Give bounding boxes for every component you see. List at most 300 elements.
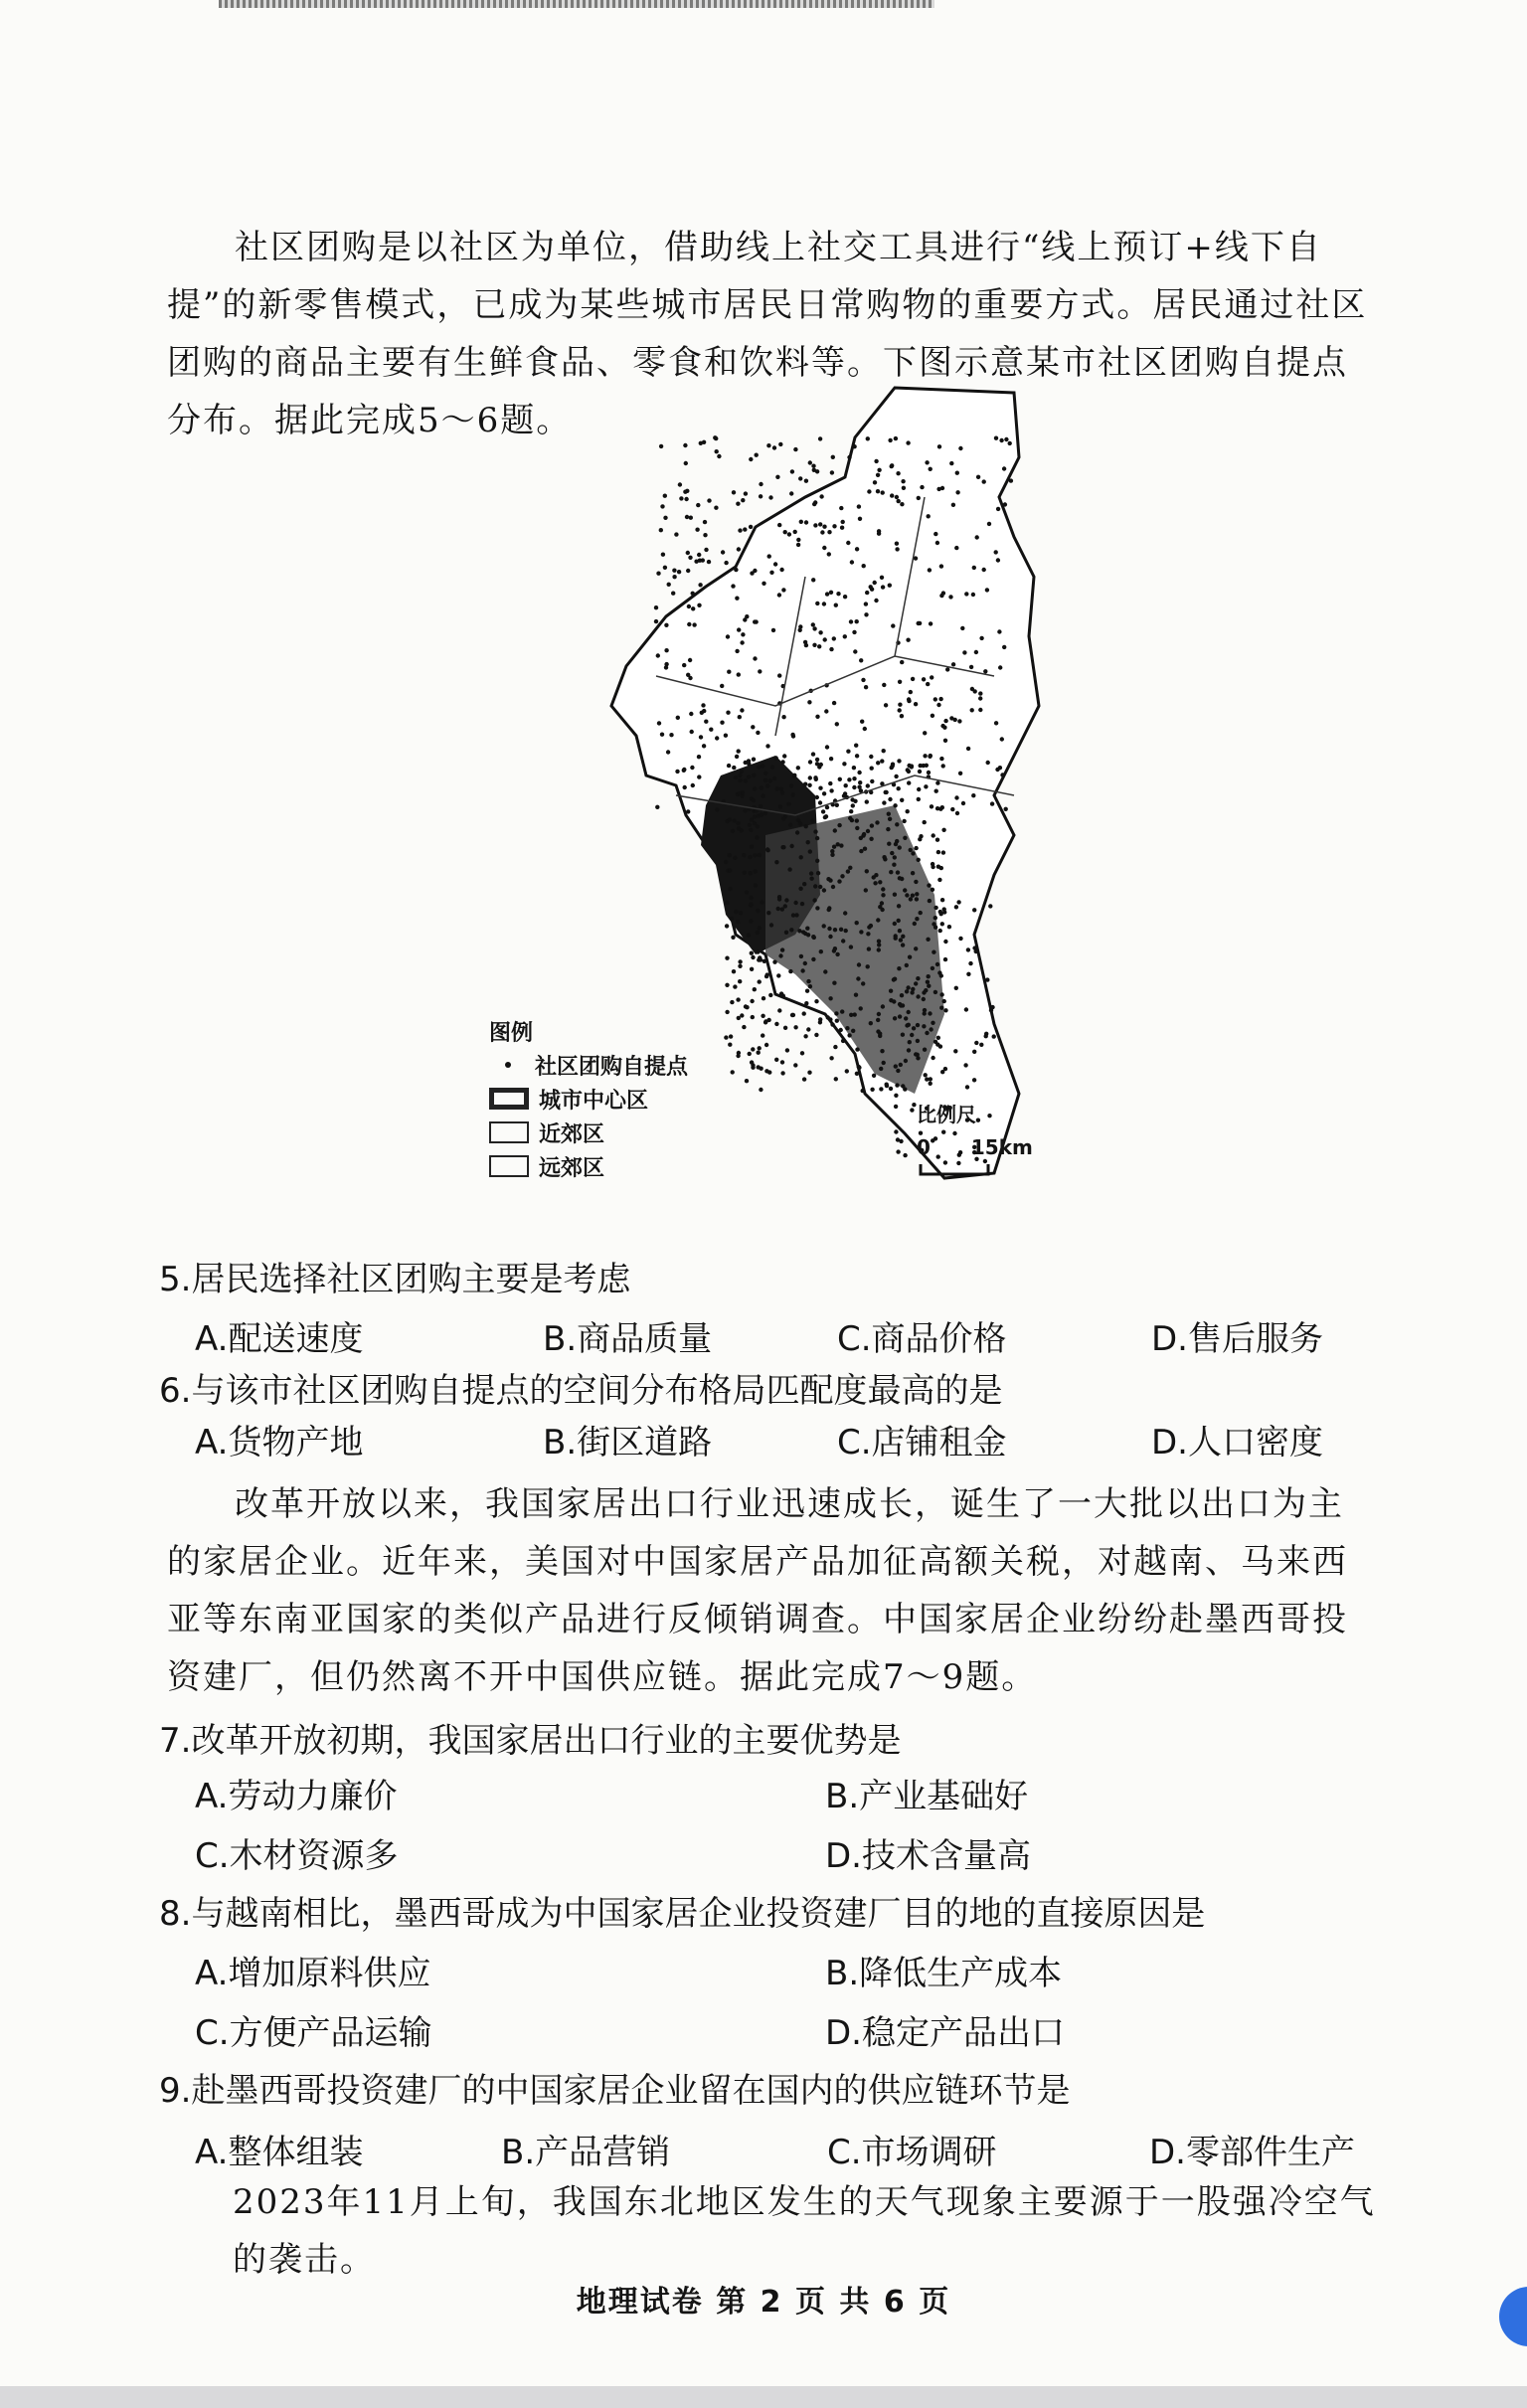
pickup-point <box>825 745 829 749</box>
pickup-point <box>910 1108 914 1112</box>
pickup-point <box>837 879 841 883</box>
pickup-point <box>960 626 964 630</box>
pickup-point <box>927 771 931 774</box>
pickup-point <box>814 999 818 1003</box>
pickup-point <box>779 568 783 572</box>
pickup-point <box>898 876 902 880</box>
pickup-point <box>896 870 900 874</box>
pickup-point <box>1002 466 1006 470</box>
pickup-point <box>769 571 773 575</box>
pickup-point <box>894 1094 898 1098</box>
pickup-point <box>933 532 937 536</box>
pickup-point <box>855 921 859 925</box>
pickup-point <box>753 619 757 623</box>
pickup-point <box>863 847 867 851</box>
pickup-point <box>915 897 919 901</box>
pickup-point <box>839 928 843 932</box>
pickup-point <box>750 845 754 849</box>
pickup-point <box>1008 441 1012 445</box>
pickup-point <box>753 786 757 790</box>
question-5: 5.居民选择社区团购主要是考虑 <box>159 1260 631 1299</box>
q5-option-a: A.配送速度 <box>195 1319 364 1359</box>
question-8: 8.与越南相比，墨西哥成为中国家居企业投资建厂目的地的直接原因是 <box>159 1894 1206 1934</box>
pickup-point <box>780 1071 784 1075</box>
q7-option-d: D.技术含量高 <box>825 1836 1031 1876</box>
pickup-point <box>882 800 886 804</box>
pickup-point <box>753 987 757 991</box>
pickup-point <box>750 967 754 971</box>
pickup-point <box>928 568 932 572</box>
pickup-point <box>751 955 755 959</box>
pickup-point <box>859 849 863 853</box>
pickup-point <box>695 528 699 532</box>
pickup-point <box>947 925 951 929</box>
pickup-point <box>923 1011 927 1015</box>
pickup-point <box>731 1070 735 1074</box>
pickup-point <box>778 953 782 957</box>
pickup-point <box>968 961 972 965</box>
pickup-point <box>736 1054 740 1058</box>
pickup-point <box>847 455 851 459</box>
pickup-point <box>965 1085 969 1089</box>
pickup-point <box>654 619 658 623</box>
pickup-point <box>898 845 902 849</box>
pickup-point <box>678 482 682 486</box>
pickup-point <box>855 547 859 551</box>
legend-title: 图例 <box>489 1020 534 1046</box>
pickup-point <box>796 766 800 770</box>
pickup-point <box>917 797 921 801</box>
pickup-point <box>715 449 719 453</box>
q9-option-d: D.零部件生产 <box>1149 2133 1355 2172</box>
pickup-point <box>748 823 752 827</box>
pickup-point <box>842 793 846 797</box>
pickup-point <box>898 1014 902 1018</box>
pickup-point <box>833 1045 837 1049</box>
pickup-point <box>942 726 946 730</box>
pickup-point <box>715 807 719 811</box>
legend-swatch <box>489 1121 529 1143</box>
pickup-point <box>805 927 809 931</box>
pickup-point <box>891 763 895 767</box>
pickup-point <box>911 677 915 681</box>
pickup-point <box>780 760 784 764</box>
pickup-point <box>796 543 800 547</box>
pickup-point <box>869 585 873 589</box>
pickup-point <box>815 602 819 605</box>
pickup-point <box>793 447 797 451</box>
pickup-point <box>802 1011 806 1015</box>
pickup-point <box>894 937 898 941</box>
pickup-point <box>689 712 693 716</box>
pickup-point <box>894 1064 898 1068</box>
pickup-point <box>660 733 664 737</box>
bottom-bar <box>0 2386 1527 2408</box>
pickup-point <box>957 719 961 723</box>
pickup-point <box>971 593 975 597</box>
pickup-point <box>928 899 932 903</box>
pickup-point <box>803 1034 807 1038</box>
pickup-point <box>704 548 708 552</box>
pickup-point <box>994 550 998 554</box>
pickup-point <box>943 940 947 944</box>
pickup-point <box>939 992 943 996</box>
pickup-point <box>834 603 838 607</box>
pickup-point <box>738 791 742 795</box>
pickup-point <box>925 764 929 768</box>
pickup-point <box>663 516 667 520</box>
pickup-point <box>907 1010 911 1014</box>
pickup-point <box>697 774 701 778</box>
pickup-point <box>843 634 847 638</box>
pickup-point <box>758 1046 762 1050</box>
pickup-point <box>940 486 944 490</box>
pickup-point <box>774 1022 778 1026</box>
pickup-point <box>925 1031 929 1035</box>
pickup-point <box>781 845 785 849</box>
pickup-point <box>881 490 885 494</box>
pickup-point <box>931 1021 934 1025</box>
pickup-point <box>774 756 778 760</box>
pickup-point <box>751 1047 755 1051</box>
pickup-point <box>846 750 850 754</box>
pickup-point <box>725 924 729 928</box>
pickup-point <box>781 715 785 719</box>
pickup-point <box>933 916 937 920</box>
pickup-point <box>896 1149 900 1153</box>
pickup-point <box>729 1034 733 1038</box>
pickup-point <box>685 515 689 519</box>
pickup-point <box>753 656 757 660</box>
pickup-point <box>756 731 760 735</box>
pickup-point <box>854 993 858 997</box>
pickup-point <box>764 811 767 815</box>
q7-option-c: C.木材资源多 <box>195 1836 399 1876</box>
pickup-point <box>841 939 845 943</box>
pickup-point <box>839 1028 843 1032</box>
pickup-point <box>937 878 941 882</box>
pickup-point <box>691 592 695 596</box>
pickup-point <box>759 957 763 961</box>
pickup-point <box>827 908 831 912</box>
pickup-point <box>905 893 909 897</box>
map-scale <box>917 1099 1033 1183</box>
q9-option-a: A.整体组装 <box>195 2133 364 2172</box>
q7-option-b: B.产业基础好 <box>825 1777 1029 1816</box>
pickup-point <box>764 1043 768 1047</box>
pickup-point <box>900 502 904 506</box>
pickup-point <box>931 862 934 866</box>
pickup-point <box>701 558 705 562</box>
pickup-point <box>897 966 901 970</box>
pickup-point <box>756 824 760 828</box>
pickup-point <box>738 528 742 532</box>
pickup-point <box>798 821 802 825</box>
pickup-point <box>901 935 905 939</box>
pickup-point <box>759 1088 763 1092</box>
pickup-point <box>964 1007 968 1011</box>
pickup-point <box>829 647 833 651</box>
pickup-point <box>929 1077 933 1081</box>
pickup-point <box>738 959 742 963</box>
pickup-point <box>978 696 982 700</box>
pickup-point <box>880 1049 884 1053</box>
pickup-point <box>874 599 878 602</box>
pickup-point <box>1004 437 1008 441</box>
pickup-point <box>808 460 812 464</box>
pickup-point <box>772 445 776 449</box>
pickup-point <box>855 818 859 822</box>
pickup-point <box>939 594 943 598</box>
pickup-point <box>844 783 848 787</box>
pickup-point <box>815 859 819 863</box>
pickup-point <box>929 621 933 625</box>
pickup-point <box>828 935 832 939</box>
pickup-point <box>822 791 826 795</box>
pickup-point <box>932 950 935 954</box>
pickup-point <box>943 1008 947 1012</box>
pickup-point <box>880 908 884 912</box>
pickup-point <box>697 755 701 759</box>
pickup-point <box>806 1027 810 1031</box>
pickup-point <box>893 803 897 807</box>
pickup-point <box>929 1027 933 1031</box>
pickup-point <box>761 793 764 797</box>
pickup-point <box>721 550 725 554</box>
pickup-point <box>907 780 911 784</box>
pickup-point <box>908 1040 912 1044</box>
pickup-point <box>814 1033 818 1037</box>
pickup-point <box>941 850 945 854</box>
pickup-point <box>724 860 728 864</box>
pickup-point <box>876 1018 880 1022</box>
pickup-point <box>657 721 661 725</box>
pickup-point <box>895 547 899 551</box>
legend-item-far: 远郊区 <box>489 1149 688 1183</box>
pickup-point <box>907 1048 911 1052</box>
pickup-point <box>966 972 970 976</box>
pickup-point <box>763 959 766 963</box>
pickup-point <box>916 976 920 980</box>
pickup-point <box>766 911 770 915</box>
pickup-point <box>845 1069 849 1073</box>
pickup-point <box>954 795 958 799</box>
pickup-point <box>942 907 946 911</box>
pickup-point <box>843 595 847 599</box>
pickup-point <box>804 824 808 828</box>
pickup-point <box>813 884 817 888</box>
pickup-point <box>878 1032 882 1036</box>
pickup-point <box>724 734 728 738</box>
pickup-point <box>925 460 929 464</box>
pickup-point <box>861 981 865 985</box>
pickup-point <box>660 504 664 508</box>
pickup-point <box>764 1069 768 1073</box>
pickup-point <box>876 473 880 477</box>
scale-bar <box>917 1162 996 1178</box>
page-footer: 地理试卷 第 2 页 共 6 页 <box>576 2285 951 2320</box>
pickup-point <box>911 987 915 991</box>
pickup-point <box>725 901 729 905</box>
pickup-point <box>831 885 835 889</box>
pickup-point <box>904 1016 908 1020</box>
pickup-point <box>833 828 837 832</box>
pickup-point <box>898 680 902 684</box>
pickup-point <box>744 491 748 495</box>
intro-paragraph-1: 社区团购是以社区为单位，借助线上社交工具进行“线上预订+线下自提”的新零售模式，已成为某些城市居民日常购物的重要方式。居民通过社区团购的商品主要有生鲜食品、零食和饮料等。下图示意某市社区团购自提点分布。据此完成5～6题。 <box>167 228 1368 440</box>
pickup-point <box>758 979 762 983</box>
pickup-point <box>730 1000 734 1004</box>
pickup-point <box>954 986 958 990</box>
pickup-point <box>778 804 782 808</box>
pickup-point <box>900 714 904 718</box>
pickup-point <box>900 798 904 802</box>
pickup-point <box>813 829 817 833</box>
pickup-point <box>779 991 783 995</box>
pickup-point <box>830 1022 834 1026</box>
pickup-point <box>806 979 810 983</box>
pickup-point <box>895 495 899 499</box>
pickup-point <box>940 922 944 926</box>
pickup-point <box>760 785 764 789</box>
pickup-point <box>778 442 782 446</box>
pickup-point <box>799 954 803 958</box>
pickup-point <box>720 684 724 688</box>
pickup-point <box>958 937 962 941</box>
pickup-point <box>739 778 743 782</box>
pickup-point <box>788 823 792 827</box>
pickup-point <box>861 678 865 682</box>
pickup-point <box>815 762 819 766</box>
pickup-point <box>900 660 904 664</box>
pickup-point <box>804 1001 808 1005</box>
pickup-point <box>855 619 859 623</box>
pickup-point <box>945 667 949 671</box>
pickup-point <box>733 984 737 988</box>
pickup-point <box>790 1013 794 1017</box>
pickup-point <box>735 649 739 653</box>
pickup-point <box>879 1087 883 1091</box>
pickup-point <box>901 479 905 483</box>
pickup-point <box>972 946 976 949</box>
pickup-point <box>847 777 851 781</box>
pickup-point <box>899 1139 903 1143</box>
pickup-point <box>737 672 741 676</box>
pickup-point <box>846 869 850 873</box>
pickup-point <box>741 498 745 502</box>
pickup-point <box>688 658 692 662</box>
pickup-point <box>845 1026 849 1030</box>
pickup-point <box>890 851 894 855</box>
pickup-point <box>964 592 968 596</box>
pickup-point <box>922 677 926 681</box>
pickup-point <box>844 929 848 933</box>
pickup-point <box>850 560 854 564</box>
pickup-point <box>664 648 668 652</box>
legend-item-near: 近郊区 <box>489 1116 688 1149</box>
pickup-point <box>927 514 931 518</box>
pickup-point <box>894 1105 898 1109</box>
pickup-point <box>896 471 900 475</box>
pickup-point <box>852 766 856 770</box>
pickup-point <box>863 727 867 731</box>
pickup-point <box>777 1008 781 1012</box>
pickup-point <box>939 1006 943 1010</box>
pickup-point <box>910 1033 914 1037</box>
pickup-point <box>812 643 816 647</box>
pickup-point <box>950 807 954 811</box>
pickup-point <box>761 764 764 768</box>
pickup-point <box>803 961 807 965</box>
pickup-point <box>908 955 912 959</box>
pickup-point <box>895 542 899 546</box>
pickup-point <box>877 940 881 944</box>
pickup-point <box>759 804 763 808</box>
pickup-point <box>997 629 1001 633</box>
pickup-point <box>893 893 897 897</box>
pickup-point <box>818 800 822 804</box>
pickup-point <box>781 816 785 820</box>
pickup-point <box>775 475 779 479</box>
pickup-point <box>988 904 992 908</box>
pickup-point <box>808 775 812 779</box>
pickup-point <box>958 446 962 450</box>
scale-zero: 0 <box>917 1135 931 1159</box>
pickup-point <box>982 568 986 572</box>
pickup-point <box>736 997 740 1001</box>
pickup-point <box>747 933 751 937</box>
pickup-point <box>776 973 780 977</box>
pickup-point <box>1000 737 1004 741</box>
pickup-point <box>933 697 937 701</box>
pickup-point <box>717 454 721 458</box>
pickup-point <box>875 820 879 824</box>
pickup-point <box>835 952 839 956</box>
pickup-point <box>829 757 833 761</box>
pickup-point <box>714 436 718 440</box>
pickup-point <box>819 763 823 767</box>
dot-symbol <box>505 1062 511 1068</box>
pickup-point <box>859 1006 863 1010</box>
q9-option-c: C.市场调研 <box>827 2133 997 2172</box>
pickup-point <box>906 440 910 444</box>
pickup-point <box>812 898 816 902</box>
pickup-point <box>866 932 870 936</box>
pickup-point <box>764 1020 767 1024</box>
pickup-point <box>936 1036 940 1040</box>
pickup-point <box>765 847 769 851</box>
pickup-point <box>790 792 794 796</box>
pickup-point <box>703 520 707 524</box>
pickup-point <box>897 919 901 923</box>
pickup-point <box>779 787 783 791</box>
pickup-point <box>880 576 884 580</box>
pickup-point <box>841 520 845 524</box>
pickup-point <box>933 1040 937 1044</box>
pickup-point <box>898 703 902 707</box>
pickup-point <box>911 871 915 875</box>
pickup-point <box>787 532 791 536</box>
pickup-point <box>772 776 776 780</box>
pickup-point <box>742 853 746 857</box>
pickup-point <box>919 764 923 768</box>
pickup-point <box>923 754 927 758</box>
pickup-point <box>749 457 753 461</box>
pickup-point <box>682 769 686 773</box>
pickup-point <box>727 764 731 768</box>
pickup-point <box>884 703 888 707</box>
pickup-point <box>904 1059 908 1063</box>
